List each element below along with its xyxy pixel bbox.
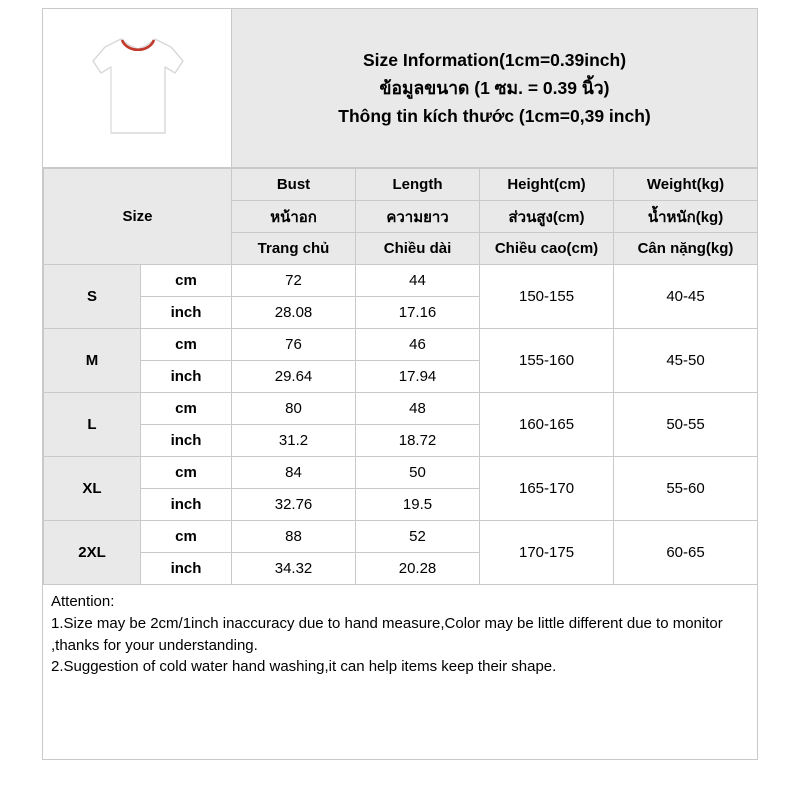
col-weight-en: Weight(kg) — [614, 169, 758, 201]
height-s: 150-155 — [480, 265, 614, 329]
attention-line-2: 2.Suggestion of cold water hand washing,it can help items keep their shape. — [51, 658, 557, 676]
tshirt-icon — [87, 31, 189, 141]
bust-in-l: 31.2 — [232, 425, 356, 457]
height-xl: 165-170 — [480, 457, 614, 521]
length-cm-2xl: 52 — [356, 521, 480, 553]
unit-cm: cm — [141, 457, 232, 489]
weight-m: 45-50 — [614, 329, 758, 393]
weight-l: 50-55 — [614, 393, 758, 457]
card-header — [43, 9, 757, 168]
col-height-vi: Chiều cao(cm) — [480, 233, 614, 265]
bust-in-xl: 32.76 — [232, 489, 356, 521]
col-bust-vi: Trang chủ — [232, 233, 356, 265]
product-image-cell — [43, 9, 232, 167]
length-cm-xl: 50 — [356, 457, 480, 489]
col-length-vi: Chiều dài — [356, 233, 480, 265]
row-size-2xl: 2XL — [44, 521, 141, 585]
table-row — [44, 457, 758, 489]
attention-block — [43, 585, 757, 759]
weight-xl: 55-60 — [614, 457, 758, 521]
weight-s: 40-45 — [614, 265, 758, 329]
length-cm-m: 46 — [356, 329, 480, 361]
bust-in-2xl: 34.32 — [232, 553, 356, 585]
attention-line-1: 1.Size may be 2cm/1inch inaccuracy due to hand measure,Color may be little different due to monitor ,thanks for your understanding. — [51, 614, 723, 654]
unit-cm: cm — [141, 521, 232, 553]
row-size-m: M — [44, 329, 141, 393]
bust-cm-m: 76 — [232, 329, 356, 361]
col-weight-vi: Cân nặng(kg) — [614, 233, 758, 265]
unit-cm: cm — [141, 329, 232, 361]
row-size-xl: XL — [44, 457, 141, 521]
unit-inch: inch — [141, 489, 232, 521]
length-in-s: 17.16 — [356, 297, 480, 329]
size-table — [43, 168, 758, 585]
height-m: 155-160 — [480, 329, 614, 393]
length-cm-s: 44 — [356, 265, 480, 297]
row-size-s: S — [44, 265, 141, 329]
title-block — [232, 9, 757, 167]
height-2xl: 170-175 — [480, 521, 614, 585]
title-en: Size Information(1cm=0.39inch) — [362, 49, 627, 70]
unit-cm: cm — [141, 393, 232, 425]
bust-in-m: 29.64 — [232, 361, 356, 393]
col-bust-en: Bust — [232, 169, 356, 201]
table-row — [44, 329, 758, 361]
bust-cm-l: 80 — [232, 393, 356, 425]
unit-inch: inch — [141, 361, 232, 393]
col-weight-th: น้ำหนัก(kg) — [614, 201, 758, 233]
weight-2xl: 60-65 — [614, 521, 758, 585]
row-size-l: L — [44, 393, 141, 457]
unit-inch: inch — [141, 553, 232, 585]
bust-in-s: 28.08 — [232, 297, 356, 329]
table-row — [44, 265, 758, 297]
col-length-th: ความยาว — [356, 201, 480, 233]
unit-inch: inch — [141, 425, 232, 457]
unit-inch: inch — [141, 297, 232, 329]
table-row — [44, 521, 758, 553]
col-height-en: Height(cm) — [480, 169, 614, 201]
length-in-xl: 19.5 — [356, 489, 480, 521]
size-header-cell: Size — [44, 169, 232, 265]
col-height-th: ส่วนสูง(cm) — [480, 201, 614, 233]
table-header-row-en — [44, 169, 758, 201]
height-l: 160-165 — [480, 393, 614, 457]
col-length-en: Length — [356, 169, 480, 201]
col-bust-th: หน้าอก — [232, 201, 356, 233]
size-chart-card — [42, 8, 758, 760]
length-in-2xl: 20.28 — [356, 553, 480, 585]
bust-cm-s: 72 — [232, 265, 356, 297]
length-in-m: 17.94 — [356, 361, 480, 393]
length-cm-l: 48 — [356, 393, 480, 425]
bust-cm-2xl: 88 — [232, 521, 356, 553]
unit-cm: cm — [141, 265, 232, 297]
table-row — [44, 393, 758, 425]
length-in-l: 18.72 — [356, 425, 480, 457]
bust-cm-xl: 84 — [232, 457, 356, 489]
title-th: ข้อมูลขนาด (1 ซม. = 0.39 นิ้ว) — [379, 77, 610, 98]
title-vi: Thông tin kích thước (1cm=0,39 inch) — [338, 106, 651, 127]
attention-heading: Attention: — [51, 593, 115, 610]
